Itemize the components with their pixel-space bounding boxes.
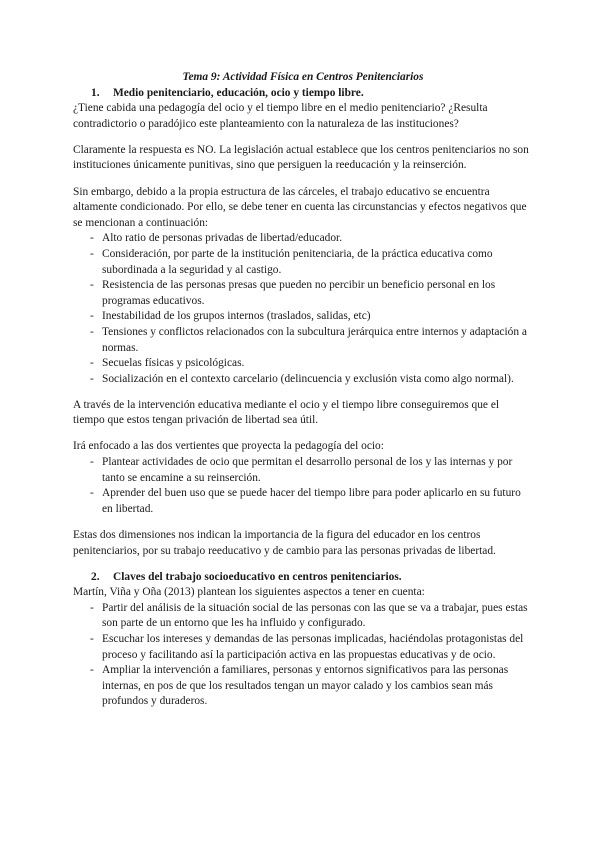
list-item: - Consideración, por parte de la institución penitenciaria, de la práctica educativa como subordinada a la seguridad y al castigo. (73, 247, 533, 278)
paragraph-through: A través de la intervención educativa mediante el ocio y el tiempo libre conseguiremos que el tiempo que estos tengan privación de libertad sea útil. (73, 398, 500, 427)
list-item: - Inestabilidad de los grupos internos (traslados, salidas, etc) (73, 309, 533, 325)
factors-list (73, 231, 533, 387)
section-2-heading-text: Claves del trabajo socioeducativo en centros penitenciarios. (113, 570, 402, 583)
paragraph-question: ¿Tiene cabida una pedagogía del ocio y el tiempo libre en el medio penitenciario? ¿Resulta contradictorio o paradójico este planteamiento con la naturaleza de las instituciones? (73, 102, 488, 130)
list-item: - Aprender del buen uso que se puede hacer del tiempo libre para poder aplicarlo en su futuro en libertad. (73, 486, 533, 517)
paragraph-conclusion: Estas dos dimensiones nos indican la importancia de la figura del educador en los centros penitenciarios, por su trabajo reeducativo y de cambio para las personas privadas de libertad. (73, 528, 496, 557)
section-2-number: 2. (91, 570, 100, 583)
section-1-heading (73, 86, 533, 102)
list-item: - Plantear actividades de ocio que permitan el desarrollo personal de los y las internas y por tanto se encamine a su reinserción. (73, 455, 533, 486)
vertientes-list (73, 455, 533, 517)
paragraph-section-2-intro: Martín, Viña y Oña (2013) plantean los siguientes aspectos a tener en cuenta: (73, 586, 425, 599)
section-1-number: 1. (91, 86, 100, 99)
list-item: - Alto ratio de personas privadas de libertad/educador. (73, 231, 533, 247)
list-item: - Escuchar los intereses y demandas de las personas implicadas, haciéndolas protagonistas del proceso y facilitando así la participación activa en las propuestas educativas y de ocio. (73, 632, 533, 663)
section-1-heading-text: Medio penitenciario, educación, ocio y tiempo libre. (113, 86, 364, 99)
list-item: - Resistencia de las personas presas que pueden no percibir un beneficio personal en los programas educativos. (73, 278, 533, 309)
list-item: - Secuelas físicas y psicológicas. (73, 356, 533, 372)
claves-list (73, 601, 533, 710)
paragraph-intro-vertientes: Irá enfocado a las dos vertientes que proyecta la pedagogía del ocio: (73, 440, 384, 453)
list-item: - Socialización en el contexto carcelario (delincuencia y exclusión vista como algo normal). (73, 372, 533, 388)
list-item: - Tensiones y conflictos relacionados con la subcultura jerárquica entre internos y adaptación a normas. (73, 325, 533, 356)
list-item: - Partir del análisis de la situación social de las personas con las que se va a trabajar, pues estas son parte de un entorno que les ha influido y configurado. (73, 601, 533, 632)
paragraph-intro-factors: Sin embargo, debido a la propia estructura de las cárceles, el trabajo educativo se encuentra altamente condicionado. Por ello, se debe tener en cuenta las circunstancias y efectos negativos que se mencionan a continuación: (73, 185, 527, 229)
list-item: - Ampliar la intervención a familiares, personas y entornos significativos para las personas internas, en pos de que los resultados tengan un mayor calado y los cambios sean más profundos y duraderos. (73, 663, 533, 710)
section-2-heading (73, 570, 533, 586)
paragraph-answer: Claramente la respuesta es NO. La legislación actual establece que los centros penitenciarios no son instituciones únicamente punitivas, sino que persiguen la reeducación y la reinserción. (73, 143, 529, 172)
document-content (73, 70, 533, 710)
document-title: Tema 9: Actividad Física en Centros Penitenciarios (182, 71, 424, 83)
